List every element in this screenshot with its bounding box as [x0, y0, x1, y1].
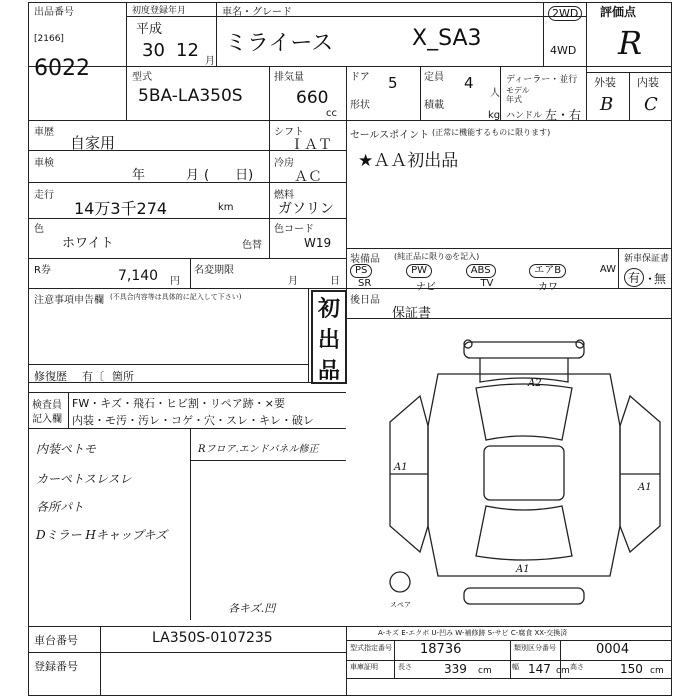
- repair-close: 箇所: [112, 370, 134, 383]
- warranty-divider: [618, 248, 619, 288]
- damage-mark: A1: [516, 564, 530, 575]
- notes-sub: (不具合内容等は具体的に記入して下さい): [110, 293, 242, 301]
- exterior-label: 外装: [594, 76, 616, 89]
- accessories-value: 保証書: [392, 306, 432, 321]
- drive-2wd: [548, 6, 582, 21]
- shift-label: シフト: [274, 127, 304, 138]
- registration-label: 登録番号: [34, 660, 78, 673]
- bottom-divider: [346, 626, 347, 696]
- width-unit: cm: [556, 666, 570, 676]
- inspector-divider: [68, 392, 69, 428]
- inspection-month-unit: 月: [186, 168, 200, 183]
- model-name-label: 車名・グレード: [222, 7, 292, 18]
- vertical-divider: [500, 66, 501, 120]
- color-code-label: 色コード: [274, 224, 314, 235]
- rating-split: [629, 72, 630, 120]
- fuel-value: ガソリン: [278, 201, 334, 217]
- length-value: 339: [444, 662, 467, 676]
- mileage-value: 14万3千274: [74, 199, 168, 218]
- capacity-label: 定員: [424, 72, 444, 83]
- category-label: 類別区分番号: [514, 644, 556, 652]
- recycle-value: 7,140: [118, 268, 159, 284]
- vertical-divider: [269, 66, 270, 120]
- length-unit: cm: [478, 666, 492, 676]
- width-value: 147: [528, 662, 551, 676]
- notes-label: 注意事項申告欄: [34, 295, 104, 306]
- row-line: [28, 626, 672, 627]
- history-value: 自家用: [70, 134, 116, 152]
- aircon-value: ＡＣ: [294, 169, 322, 185]
- car-damage-diagram: [380, 326, 670, 622]
- load-unit: kg: [488, 110, 501, 121]
- hand-bottom-note: 各キズ.凹: [228, 602, 276, 615]
- meigi-label: 名変期限: [194, 265, 234, 276]
- mileage-unit: km: [218, 202, 234, 213]
- recycle-divider: [190, 258, 191, 288]
- doors-value: 5: [388, 74, 398, 92]
- equipment-sub: (純正品に限り◎を記入): [394, 252, 480, 261]
- inspector-label-2: 記入欄: [32, 414, 62, 425]
- load-label: 積載: [424, 100, 444, 111]
- designation-value: 18736: [420, 642, 462, 657]
- row-line: [190, 460, 346, 461]
- repair-label: 修復歴: [34, 370, 67, 383]
- equipment-row-1: [350, 264, 616, 278]
- initial-listing-stamp: [311, 290, 347, 384]
- stamp-char: 初: [317, 297, 340, 322]
- row-line: [28, 258, 346, 259]
- model-grade: X_SA3: [412, 26, 482, 51]
- exterior-score: B: [600, 94, 614, 115]
- warranty-dot: ・: [644, 272, 657, 286]
- meigi-month: 月: [288, 276, 298, 287]
- hand-note: カーペトスレスレ: [36, 472, 132, 486]
- lot-label: 出品番号: [34, 7, 74, 18]
- inspector-row-2: 内装・モ汚・汚レ・コゲ・穴・スレ・キレ・破レ: [72, 414, 314, 427]
- damage-mark: A1: [638, 482, 652, 493]
- bottom-divider: [100, 626, 101, 696]
- row-divider-2: [28, 66, 672, 67]
- mid-divider: [269, 120, 270, 258]
- row-line: [28, 382, 346, 383]
- capacity-value: 4: [464, 74, 474, 92]
- hood: [480, 358, 568, 382]
- displacement-value: 660: [296, 88, 329, 108]
- notes-divider: [190, 428, 191, 620]
- equipment-leather: カワ: [537, 282, 558, 293]
- equipment-aw: AW: [599, 264, 616, 275]
- type-value: 5BA-LA350S: [138, 86, 243, 106]
- spare-tire: [390, 572, 410, 592]
- color-label: 色: [34, 224, 44, 235]
- drive-4wd: 4WD: [550, 44, 577, 57]
- damage-mark: A2: [528, 378, 542, 389]
- equipment-label: 装備品: [350, 254, 380, 265]
- recycle-label: R券: [34, 265, 51, 276]
- left-column-divider: [126, 2, 127, 120]
- warranty-label: 新車保証書: [624, 254, 670, 264]
- category-value: 0004: [596, 642, 630, 657]
- accessories-label: 後日品: [350, 295, 380, 306]
- hand-note-right: Rフロア.エンドパネル修正: [198, 444, 319, 455]
- displacement-unit: cc: [326, 108, 337, 119]
- equipment-airbag: エアB: [529, 264, 566, 278]
- height-unit: cm: [650, 666, 664, 676]
- warranty-yes-text: 有: [624, 268, 644, 287]
- row-line: [28, 364, 308, 365]
- warranty-yes: [624, 268, 644, 287]
- rating-score: R: [618, 24, 643, 62]
- vertical-divider: [216, 2, 217, 66]
- equipment-abs: ABS: [466, 264, 496, 278]
- recycle-unit: 円: [170, 276, 180, 287]
- equipment-ps: PS: [350, 264, 372, 278]
- inspection-day: ( 日): [204, 168, 254, 183]
- row-line: [346, 248, 672, 249]
- windshield: [476, 384, 572, 440]
- vertical-divider: [346, 66, 347, 120]
- stamp-char: 品: [317, 359, 340, 384]
- rear-window: [476, 506, 572, 560]
- chassis-value: LA350S-0107235: [152, 630, 273, 646]
- capacity-unit: 人: [490, 88, 500, 99]
- drive-2wd-text: 2WD: [552, 7, 579, 20]
- aircon-label: 冷房: [274, 158, 294, 169]
- sales-value: ★ＡＡ初出品: [358, 151, 459, 171]
- rating-divider: [586, 2, 587, 120]
- type-label: 型式: [132, 72, 152, 83]
- spare-label: スペア: [390, 601, 411, 609]
- hand-note: 各所パト: [36, 500, 84, 514]
- hand-note: Dミラー Hキャップキズ: [36, 528, 168, 542]
- interior-label: 内装: [637, 76, 659, 89]
- shift-value: ＩＡＴ: [290, 137, 332, 153]
- doors-label: ドア: [350, 72, 370, 83]
- height-label: 高さ: [570, 663, 584, 671]
- lot-number: 6022: [34, 56, 90, 81]
- color-code: W19: [304, 236, 332, 250]
- history-label: 車歴: [34, 127, 54, 138]
- repair-value: 有〔: [82, 370, 104, 383]
- dealer-label: ディーラー・並行: [506, 75, 578, 85]
- row-line: [28, 428, 346, 429]
- vertical-divider: [420, 66, 421, 120]
- sales-sub: (正常に機能するものに限ります): [432, 128, 551, 137]
- row-line: [28, 652, 346, 653]
- width-label: 幅: [512, 663, 519, 671]
- shape-label: 形状: [350, 100, 370, 111]
- mileage-label: 走行: [34, 190, 54, 201]
- row-divider-1: [126, 16, 586, 17]
- first-reg-month: 12: [176, 40, 199, 61]
- inspection-year-unit: 年: [132, 168, 146, 183]
- model-year-label: モデル年式: [506, 86, 530, 104]
- warranty-no: 無: [654, 272, 667, 286]
- displacement-label: 排気量: [274, 72, 304, 83]
- stamp-divider: [308, 288, 309, 382]
- stamp-char: 出: [317, 328, 340, 353]
- row-line: [28, 392, 346, 393]
- chassis-label: 車台番号: [34, 634, 78, 647]
- equipment-row-2: [358, 278, 558, 293]
- model-name: ミライース: [225, 31, 334, 56]
- row-line: [28, 288, 346, 289]
- fuel-label: 燃料: [274, 190, 294, 201]
- equipment-navi: ナビ: [415, 282, 436, 293]
- equipment-pw: PW: [406, 264, 432, 278]
- interior-score: C: [644, 94, 658, 115]
- inspection-label: 車検: [34, 158, 54, 169]
- bottom-divider: [394, 640, 395, 678]
- sales-label: セールスポイント: [350, 130, 430, 141]
- height-value: 150: [620, 662, 643, 676]
- front-bumper: [464, 342, 584, 358]
- equipment-sr: SR: [358, 278, 372, 289]
- damage-mark: A1: [394, 462, 408, 473]
- first-reg-era: 平成: [136, 22, 163, 37]
- first-reg-label: 初度登録年月: [132, 6, 187, 16]
- roof: [484, 446, 564, 500]
- color-change-label: 色替: [242, 240, 262, 251]
- handle-label: ハンドル: [506, 111, 543, 121]
- inspector-row-1: FW・キズ・飛石・ヒビ割・リペア跡・×要: [72, 397, 285, 410]
- hand-note: 内装ペトモ: [36, 442, 97, 456]
- legend: A-キズ E-エクボ U-凹み W-補修跡 S-サビ C-腐食 XX-交換済: [378, 629, 568, 637]
- cert-label: 車庫証明: [350, 663, 378, 671]
- meigi-day: 日: [330, 276, 340, 287]
- lot-code: [2166]: [34, 34, 64, 44]
- bottom-divider: [510, 640, 511, 678]
- color-value: ホワイト: [62, 236, 114, 251]
- first-reg-month-unit: 月: [205, 56, 215, 67]
- rating-label: 評価点: [600, 5, 637, 19]
- first-reg-year: 30: [142, 40, 165, 61]
- body-outline: [428, 374, 620, 576]
- inspector-label-1: 検査員: [32, 400, 62, 411]
- designation-label: 型式指定番号: [350, 644, 392, 652]
- handle-value: 左・右: [545, 108, 582, 122]
- length-label: 長さ: [398, 663, 412, 671]
- row-line: [346, 678, 672, 679]
- drive-divider: [543, 2, 544, 66]
- rear-bumper: [464, 588, 584, 604]
- equipment-tv: TV: [480, 278, 494, 289]
